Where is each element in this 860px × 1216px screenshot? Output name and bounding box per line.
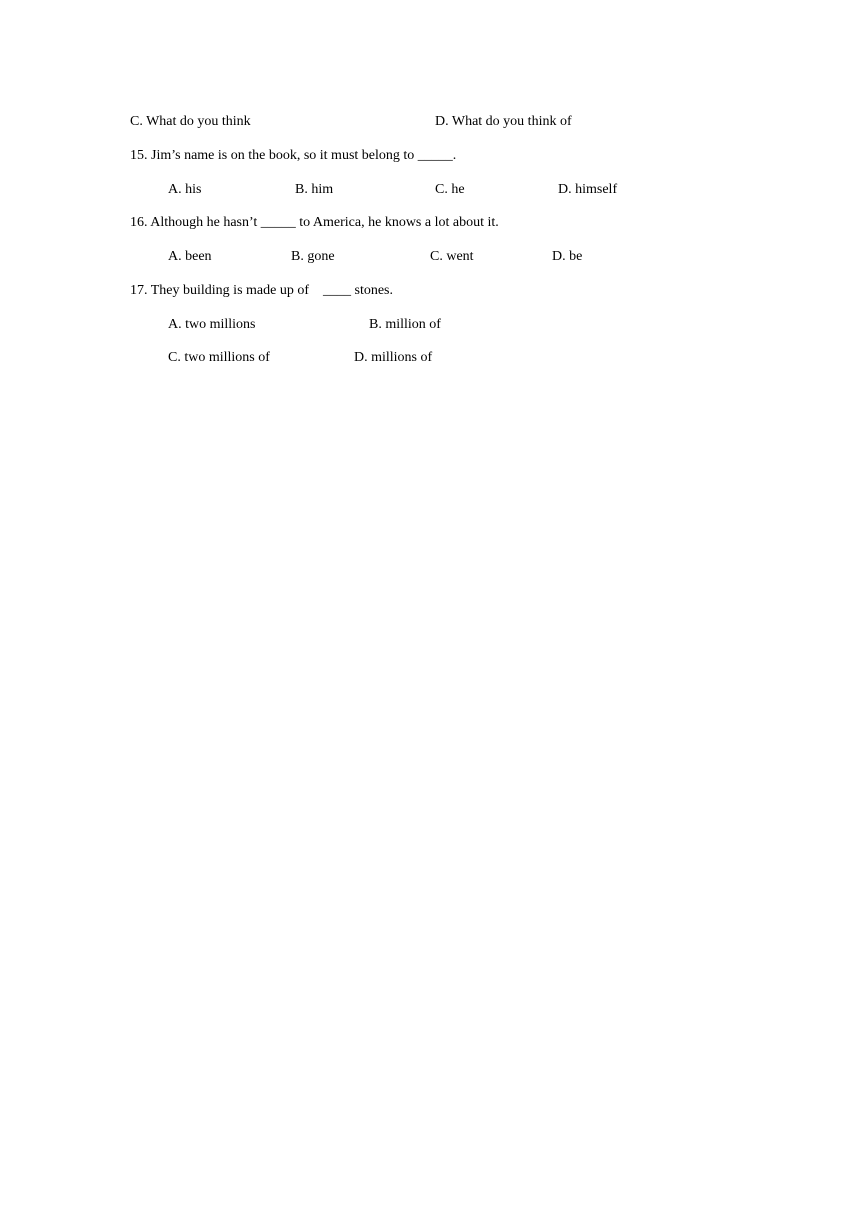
- q17-option-c: C. two millions of: [168, 350, 270, 365]
- q16-option-b: B. gone: [291, 249, 335, 264]
- q14-option-d: D. What do you think of: [435, 114, 572, 129]
- q17-option-b: B. million of: [369, 317, 441, 332]
- q16-stem: 16. Although he hasn’t _____ to America, he knows a lot about it.: [130, 215, 499, 230]
- q14-option-c: C. What do you think: [130, 114, 251, 129]
- q17-stem: 17. They building is made up of ____ stones.: [130, 283, 393, 298]
- q17-option-a: A. two millions: [168, 317, 256, 332]
- q16-option-c: C. went: [430, 249, 474, 264]
- q15-option-d: D. himself: [558, 182, 618, 197]
- q15-stem: 15. Jim’s name is on the book, so it must belong to _____.: [130, 148, 457, 163]
- q16-option-a: A. been: [168, 249, 212, 264]
- q16-option-d: D. be: [552, 249, 583, 264]
- q17-option-d: D. millions of: [354, 350, 433, 365]
- q15-option-b: B. him: [295, 182, 334, 197]
- q15-option-c: C. he: [435, 182, 465, 197]
- q15-option-a: A. his: [168, 182, 202, 197]
